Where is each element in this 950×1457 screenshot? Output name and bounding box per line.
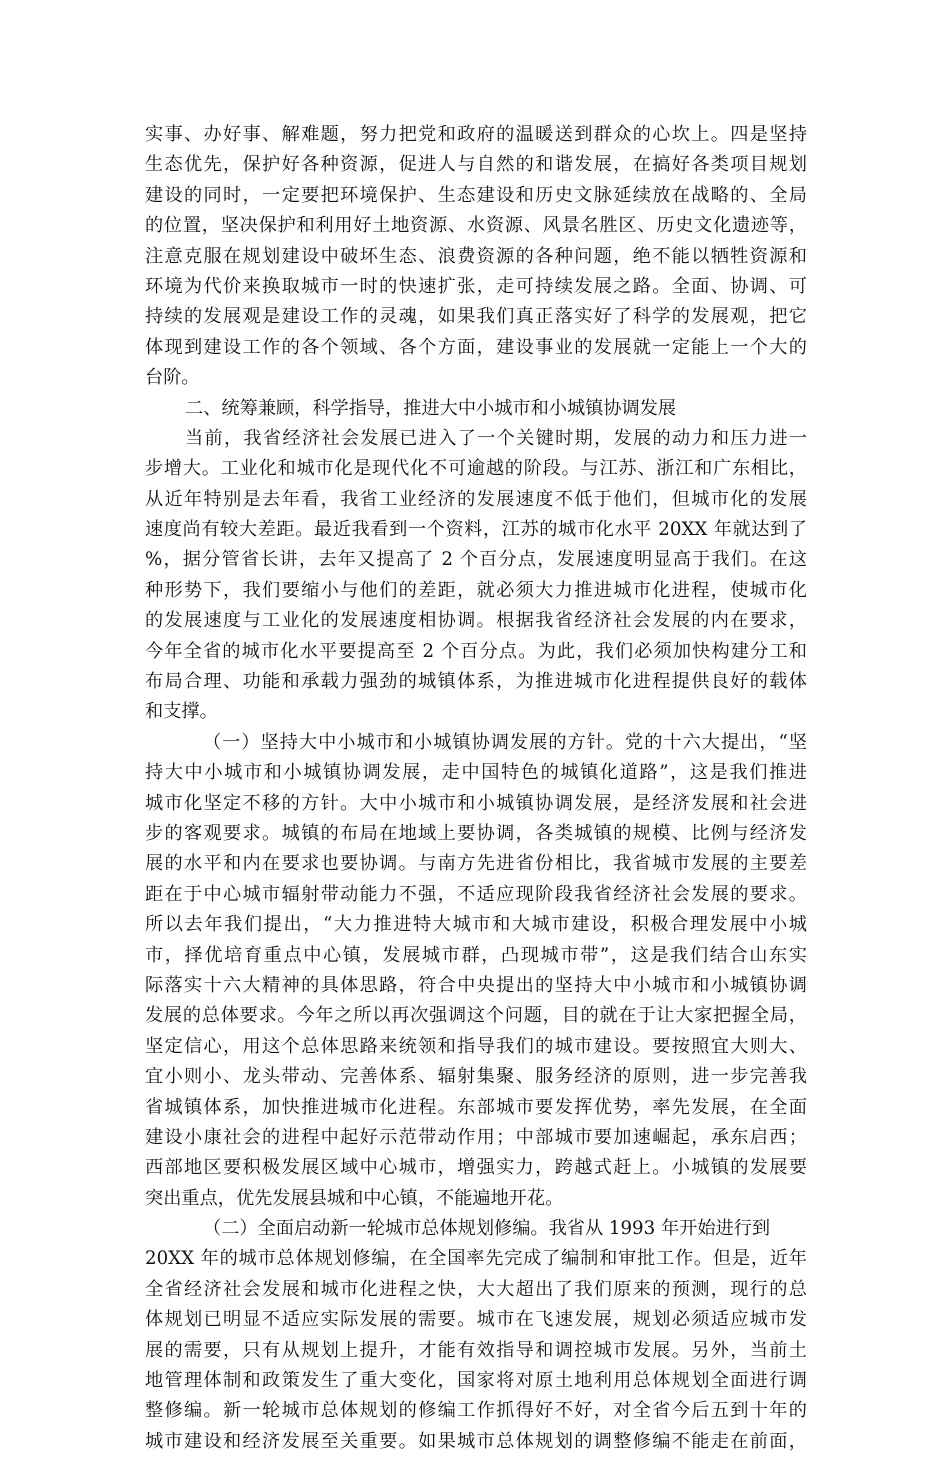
text-line: 西部地区要积极发展区域中心城市，增强实力，跨越式赶上。小城镇的发展要 bbox=[145, 1157, 807, 1179]
text-line: 步增大。工业化和城市化是现代化不可逾越的阶段。与江苏、浙江和广东相比， bbox=[145, 458, 807, 480]
text-line: 的位置，坚决保护和利用好土地资源、水资源、风景名胜区、历史文化遗迹等， bbox=[145, 215, 807, 237]
text-line: 宜小则小、龙头带动、完善体系、辐射集聚、服务经济的原则，进一步完善我 bbox=[145, 1066, 807, 1088]
text-line: 布局合理、功能和承载力强劲的城镇体系，为推进城市化进程提供良好的载体 bbox=[145, 671, 807, 693]
text-line: 注意克服在规划建设中破坏生态、浪费资源的各种问题，绝不能以牺牲资源和 bbox=[145, 245, 807, 267]
text-line: （一）坚持大中小城市和小城镇协调发展的方针。党的十六大提出，“坚 bbox=[203, 731, 807, 753]
text-line: 体现到建设工作的各个领域、各个方面，建设事业的发展就一定能上一个大的 bbox=[145, 336, 807, 358]
text-line: 省城镇体系，加快推进城市化进程。东部城市要发挥优势，率先发展，在全面 bbox=[145, 1096, 807, 1118]
text-line: 种形势下，我们要缩小与他们的差距，就必须大力推进城市化进程，使城市化 bbox=[145, 579, 807, 601]
text-line: 体规划已明显不适应实际发展的需要。城市在飞速发展，规划必须适应城市发 bbox=[145, 1309, 807, 1331]
text-line: 建设的同时，一定要把环境保护、生态建设和历史文脉延续放在战略的、全局 bbox=[145, 184, 807, 206]
text-line: 和支撑。 bbox=[145, 701, 218, 723]
text-line: 实事、办好事、解难题，努力把党和政府的温暖送到群众的心坎上。四是坚持 bbox=[145, 124, 807, 145]
text-line: 当前，我省经济社会发展已进入了一个关键时期，发展的动力和压力进一 bbox=[185, 427, 807, 449]
text-line: 今年全省的城市化水平要提高至 2 个百分点。为此，我们必须加快构建分工和 bbox=[145, 640, 807, 662]
text-line: 所以去年我们提出，“大力推进特大城市和大城市建设，积极合理发展中小城 bbox=[145, 914, 807, 936]
text-line: 展的需要，只有从规划上提升，才能有效指导和调控城市发展。另外，当前土 bbox=[145, 1339, 807, 1361]
text-line: 际落实十六大精神的具体思路，符合中央提出的坚持大中小城市和小城镇协调 bbox=[145, 974, 807, 996]
text-line: 20XX 年的城市总体规划修编，在全国率先完成了编制和审批工作。但是，近年 bbox=[145, 1248, 807, 1270]
document-body bbox=[145, 120, 807, 1457]
text-line: 展的水平和内在要求也要协调。与南方先进省份相比，我省城市发展的主要差 bbox=[145, 853, 807, 875]
text-line: %，据分管省长讲，去年又提高了 2 个百分点，发展速度明显高于我们。在这 bbox=[145, 549, 807, 571]
text-line: 的发展速度与工业化的发展速度相协调。根据我省经济社会发展的内在要求， bbox=[145, 610, 807, 632]
text-line: 持大中小城市和小城镇协调发展，走中国特色的城镇化道路”，这是我们推进 bbox=[145, 762, 807, 784]
text-line: 生态优先，保护好各种资源，促进人与自然的和谐发展，在搞好各类项目规划 bbox=[145, 154, 807, 176]
text-line: 市，择优培育重点中心镇，发展城市群，凸现城市带”，这是我们结合山东实 bbox=[145, 944, 807, 966]
text-line: 从近年特别是去年看，我省工业经济的发展速度不低于他们，但城市化的发展 bbox=[145, 488, 807, 510]
text-line: 城市化坚定不移的方针。大中小城市和小城镇协调发展，是经济发展和社会进 bbox=[145, 792, 807, 814]
text-line: 突出重点，优先发展县城和中心镇，不能遍地开花。 bbox=[145, 1187, 564, 1209]
text-line: 建设小康社会的进程中起好示范带动作用；中部城市要加速崛起，承东启西； bbox=[145, 1126, 807, 1148]
text-line: 二、统筹兼顾，科学指导，推进大中小城市和小城镇协调发展 bbox=[185, 397, 677, 419]
text-line: 持续的发展观是建设工作的灵魂，如果我们真正落实好了科学的发展观，把它 bbox=[145, 306, 807, 328]
text-line: 步的客观要求。城镇的布局在地域上要协调，各类城镇的规模、比例与经济发 bbox=[145, 822, 807, 844]
text-line: 距在于中心城市辐射带动能力不强，不适应现阶段我省经济社会发展的要求。 bbox=[145, 883, 807, 905]
text-line: 发展的总体要求。今年之所以再次强调这个问题，目的就在于让大家把握全局， bbox=[145, 1005, 807, 1027]
text-line: 速度尚有较大差距。最近我看到一个资料，江苏的城市化水平 20XX 年就达到了 bbox=[145, 519, 807, 541]
text-line: 城市建设和经济发展至关重要。如果城市总体规划的调整修编不能走在前面， bbox=[145, 1430, 807, 1452]
text-line: （二）全面启动新一轮城市总体规划修编。我省从 1993 年开始进行到 bbox=[203, 1218, 771, 1240]
text-line: 台阶。 bbox=[145, 367, 200, 389]
text-line: 整修编。新一轮城市总体规划的修编工作抓得好不好，对全省今后五到十年的 bbox=[145, 1400, 807, 1422]
text-line: 坚定信心，用这个总体思路来统领和指导我们的城市建设。要按照宜大则大、 bbox=[145, 1035, 807, 1057]
text-line: 全省经济社会发展和城市化进程之快，大大超出了我们原来的预测，现行的总 bbox=[145, 1278, 807, 1300]
text-line: 地管理体制和政策发生了重大变化，国家将对原土地利用总体规划全面进行调 bbox=[145, 1370, 807, 1392]
text-line: 环境为代价来换取城市一时的快速扩张，走可持续发展之路。全面、协调、可 bbox=[145, 275, 807, 297]
